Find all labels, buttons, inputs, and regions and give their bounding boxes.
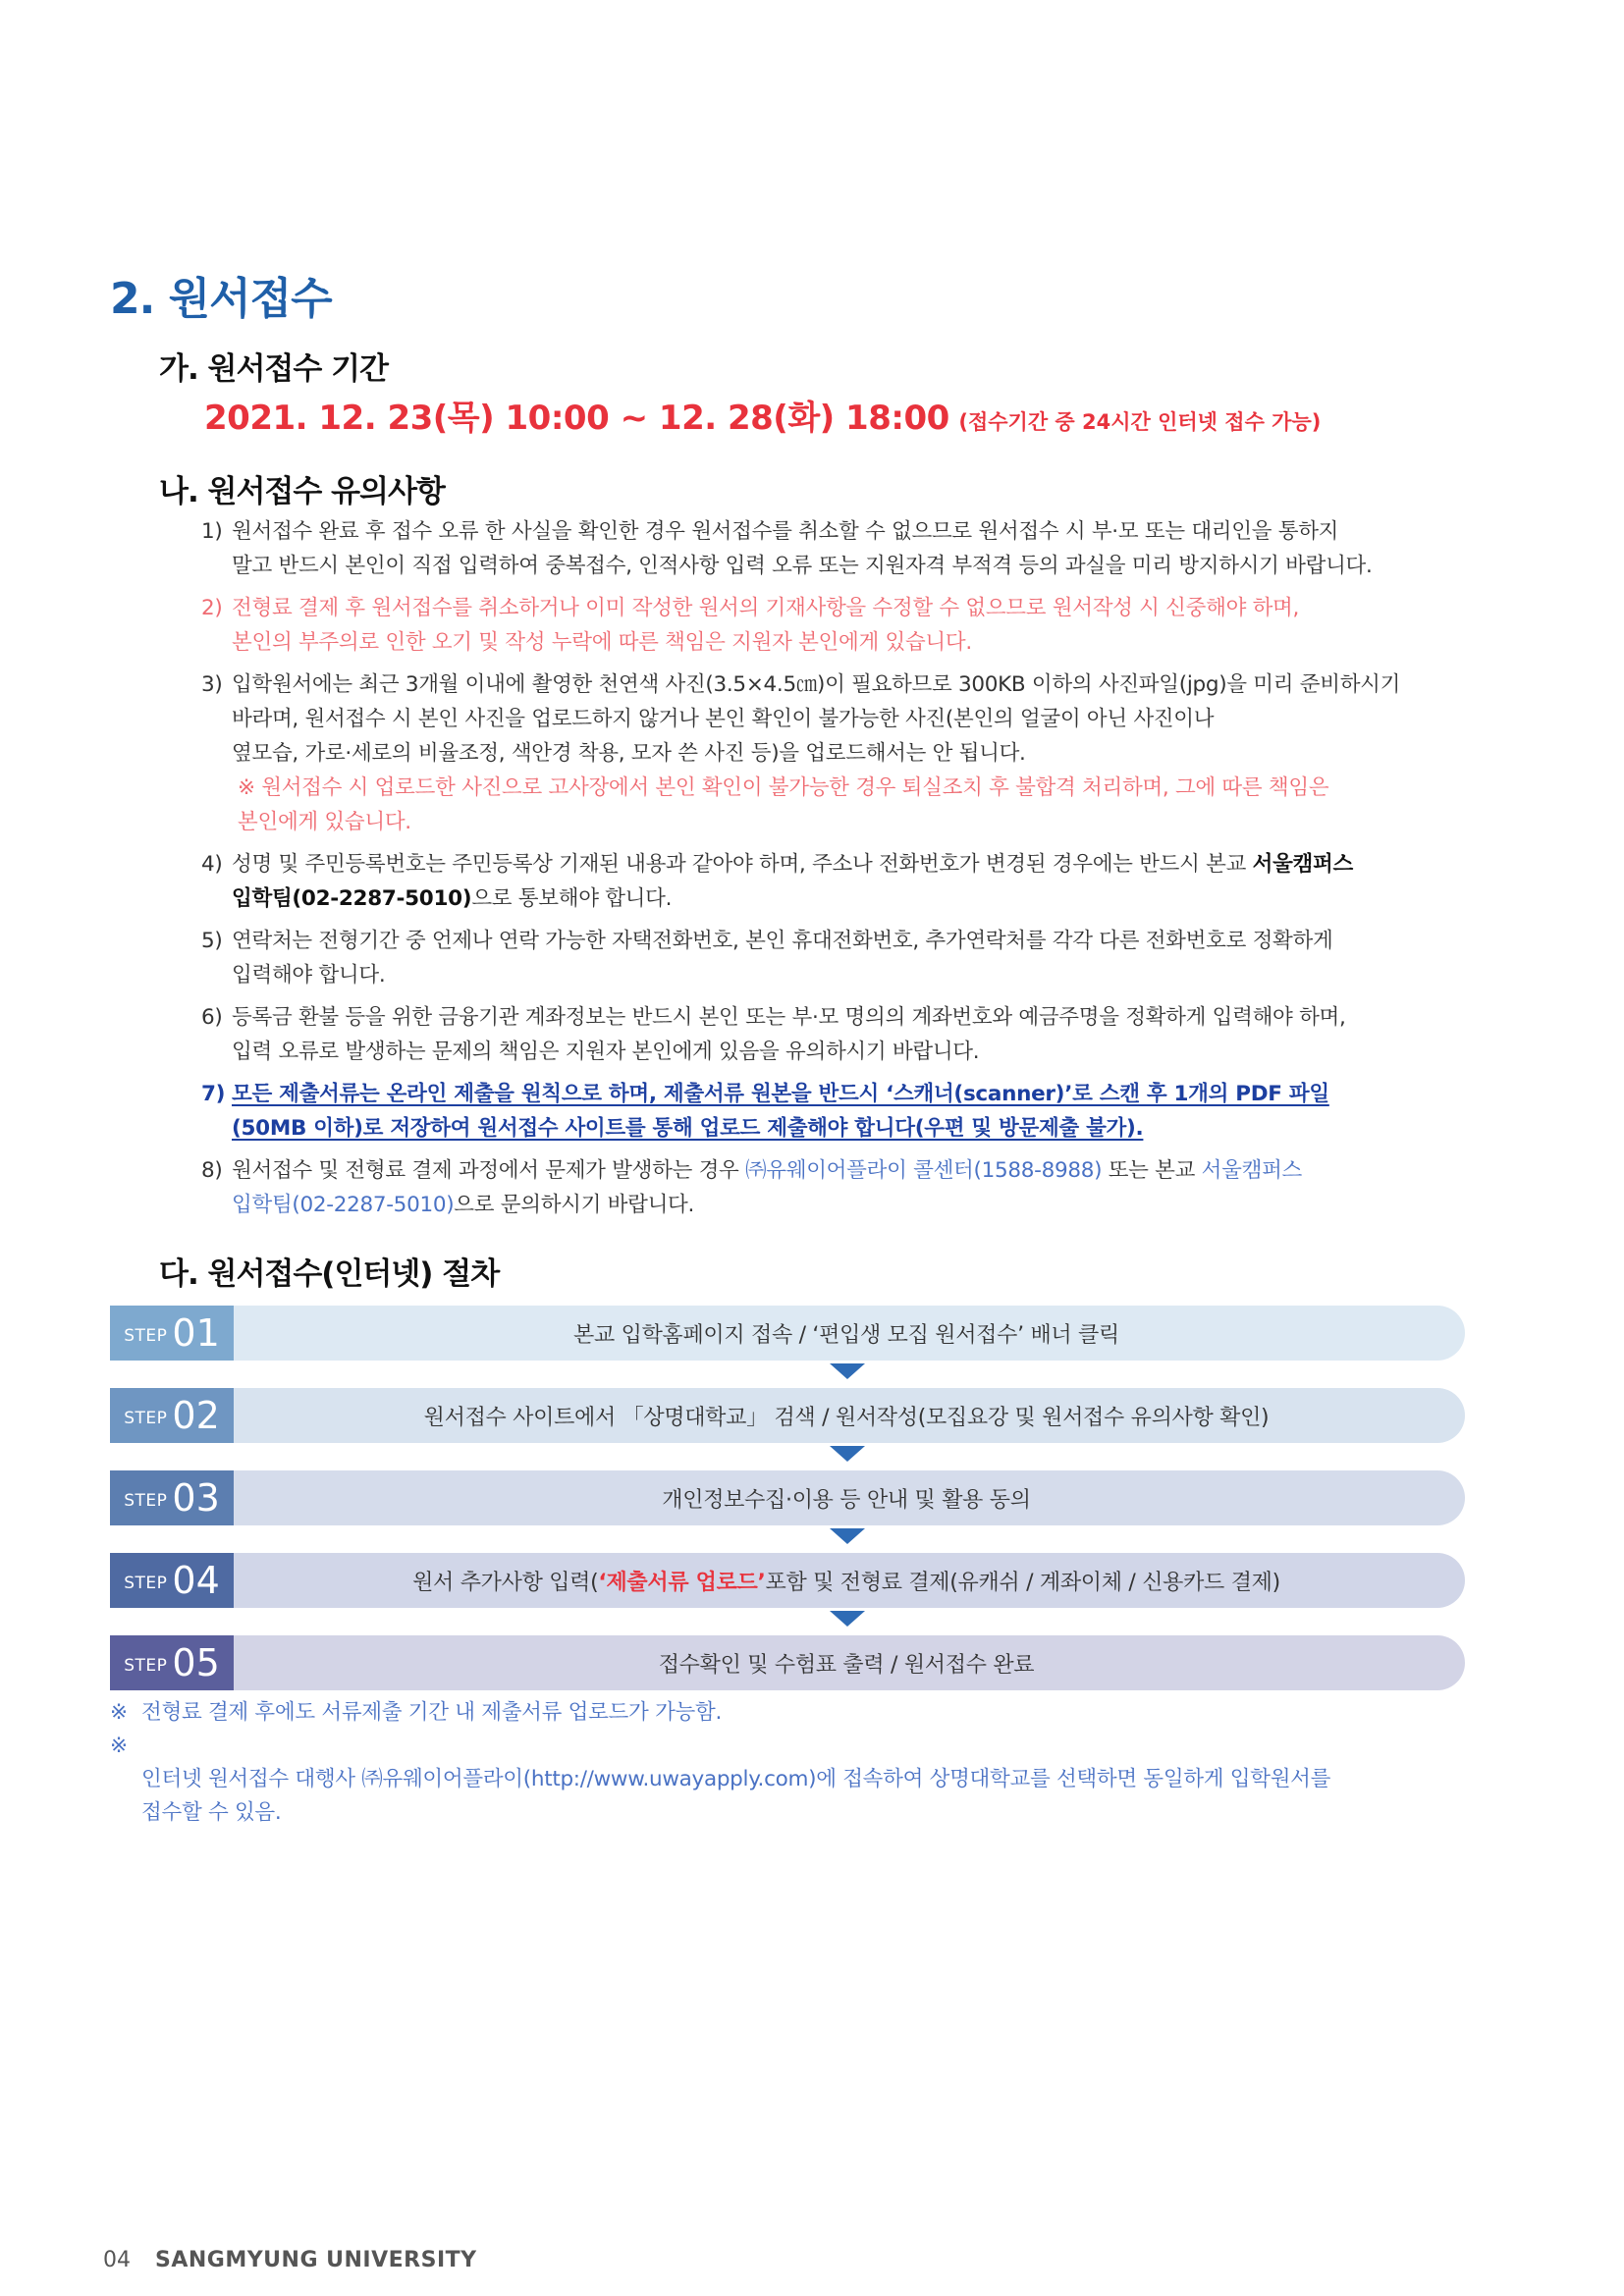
footnote-1: [110, 1696, 1475, 1730]
procedure-heading: 다. 원서접수(인터넷) 절차: [159, 1256, 500, 1292]
notice-item-4: [201, 847, 1478, 916]
period-heading: 가. 원서접수 기간: [159, 351, 388, 387]
upload-emphasis: ‘제출서류 업로드’: [598, 1570, 766, 1595]
notice-number: 1): [201, 519, 223, 544]
call-center-contact: ㈜유웨이어플라이 콜센터(1588-8988): [745, 1158, 1103, 1183]
notice-text-end: 으로 문의하시기 바랍니다.: [454, 1193, 695, 1217]
reference-mark-icon: ※: [110, 1734, 128, 1758]
step-description: 개인정보수집·이용 등 안내 및 활용 동의: [228, 1470, 1465, 1525]
photo-warning: ※ 원서접수 시 업로드한 사진으로 고사장에서 본인 확인이 불가능한 경우 퇴실조치 후 불합격 처리하며, 그에 따른 책임은 본인에게 있습니다.: [238, 775, 1329, 834]
step-number: 04: [172, 1559, 220, 1602]
notice-heading: 나. 원서접수 유의사항: [159, 474, 445, 509]
step-text: 원서 추가사항 입력(: [412, 1570, 599, 1595]
step-description: [228, 1553, 1465, 1608]
footnote-text: 인터넷 원서접수 대행사 ㈜유웨이어플라이(http://www.uwayapply.com)에 접속하여 상명대학교를 선택하면 동일하게 입학원서를 접수할 수 있음.: [141, 1767, 1331, 1825]
down-arrow-icon: [830, 1611, 865, 1627]
step-badge: [110, 1388, 234, 1443]
step-number: 03: [172, 1476, 220, 1520]
notice-item-2: [201, 591, 1478, 660]
university-name: SANGMYUNG UNIVERSITY: [155, 2248, 477, 2272]
footnote-text: 전형료 결제 후에도 서류제출 기간 내 제출서류 업로드가 가능함.: [141, 1700, 723, 1725]
footnote-2: [110, 1730, 1475, 1830]
reference-mark-icon: ※: [110, 1700, 128, 1725]
down-arrow-icon: [830, 1363, 865, 1379]
step-3: [110, 1470, 1465, 1525]
notice-number: 6): [201, 1005, 223, 1030]
notice-number: 8): [201, 1158, 223, 1183]
step-badge: [110, 1306, 234, 1361]
notice-number: 4): [201, 852, 223, 877]
notice-text: 성명 및 주민등록번호는 주민등록상 기재된 내용과 같아야 하며, 주소나 전화번호가 변경된 경우에는 반드시 본교: [232, 852, 1253, 877]
notice-item-1: [201, 514, 1478, 583]
step-word: STEP: [124, 1574, 168, 1593]
page-number: 04: [103, 2248, 131, 2272]
notice-text-end: 으로 통보해야 합니다.: [471, 886, 673, 911]
step-badge: [110, 1635, 234, 1690]
period-dates: 2021. 12. 23(목) 10:00 ~ 12. 28(화) 18:00: [204, 399, 949, 438]
notice-text: 연락처는 전형기간 중 언제나 연락 가능한 자택전화번호, 본인 휴대전화번호, 추가연락처를 각각 다른 전화번호로 정확하게 입력해야 합니다.: [232, 929, 1333, 988]
notice-item-5: [201, 924, 1478, 992]
notice-item-7: [201, 1077, 1478, 1146]
step-number: 01: [172, 1311, 220, 1355]
notice-item-3: [201, 667, 1478, 839]
procedure-steps: [110, 1306, 1465, 1718]
step-description: 접수확인 및 수험표 출력 / 원서접수 완료: [228, 1635, 1465, 1690]
down-arrow-icon: [830, 1528, 865, 1544]
notice-number: 5): [201, 929, 223, 953]
page-footer: [103, 2248, 477, 2272]
step-2: [110, 1388, 1465, 1443]
notice-text: 등록금 환불 등을 위한 금융기관 계좌정보는 반드시 본인 또는 부·모 명의의 계좌번호와 예금주명을 정확하게 입력해야 하며, 입력 오류로 발생하는 문제의 책임은 지원자 본인에게 있음을 유의하시기 바랍니다.: [232, 1005, 1346, 1064]
notice-list: [201, 514, 1478, 1230]
step-4: [110, 1553, 1465, 1608]
notice-item-8: [201, 1153, 1478, 1222]
step-1: [110, 1306, 1465, 1361]
period-note: (접수기간 중 24시간 인터넷 접수 가능): [958, 410, 1322, 434]
step-word: STEP: [124, 1326, 168, 1346]
step-badge: [110, 1553, 234, 1608]
down-arrow-icon: [830, 1446, 865, 1462]
notice-text: 원서접수 및 전형료 결제 과정에서 문제가 발생하는 경우: [232, 1158, 746, 1183]
notice-number: 7): [201, 1082, 226, 1106]
step-word: STEP: [124, 1656, 168, 1676]
step-5: [110, 1635, 1465, 1690]
notice-text: 모든 제출서류는 온라인 제출을 원칙으로 하며, 제출서류 원본을 반드시 ‘스캐너(scanner)’로 스캔 후 1개의 PDF 파일 (50MB 이하)로 저장하여 원서접수 사이트를 통해 업로드 제출해야 합니다(우편 및 방문제출 불가).: [232, 1082, 1329, 1141]
notice-item-6: [201, 1000, 1478, 1069]
admission-office-contact: 서울캠퍼스 입학팀(02-2287-5010): [232, 852, 1353, 911]
step-number: 05: [172, 1641, 220, 1684]
notice-text-mid: 또는 본교: [1102, 1158, 1202, 1183]
step-text-end: 포함 및 전형료 결제(유캐쉬 / 계좌이체 / 신용카드 결제): [765, 1570, 1280, 1595]
notice-number: 3): [201, 672, 223, 697]
section-title: 2. 원서접수: [110, 274, 332, 324]
notice-text: 입학원서에는 최근 3개월 이내에 촬영한 천연색 사진(3.5×4.5㎝)이 필요하므로 300KB 이하의 사진파일(jpg)을 미리 준비하시기 바라며, 원서접수 시 본인 사진을 업로드하지 않거나 본인 확인이 불가능한 사진(본인의 얼굴이 아닌 사진이나 옆모습, 가로·세로의 비율조정, 색안경 착용, 모자 쓴 사진 등)을 업로드해서는 안 됩니다.: [232, 672, 1401, 766]
notice-number: 2): [201, 596, 223, 620]
notice-text: 원서접수 완료 후 접수 오류 한 사실을 확인한 경우 원서접수를 취소할 수 없으므로 원서접수 시 부·모 또는 대리인을 통하지 말고 반드시 본인이 직접 입력하여 중복접수, 인적사항 입력 오류 또는 지원자격 부적격 등의 과실을 미리 방지하시기 바랍니다.: [232, 519, 1373, 578]
step-badge: [110, 1470, 234, 1525]
step-number: 02: [172, 1394, 220, 1437]
step-word: STEP: [124, 1491, 168, 1511]
step-description: 원서접수 사이트에서 「상명대학교」 검색 / 원서작성(모집요강 및 원서접수 유의사항 확인): [228, 1388, 1465, 1443]
step-word: STEP: [124, 1409, 168, 1428]
step-description: 본교 입학홈페이지 접속 / ‘편입생 모집 원서접수’ 배너 클릭: [228, 1306, 1465, 1361]
notice-text: 전형료 결제 후 원서접수를 취소하거나 이미 작성한 원서의 기재사항을 수정할 수 없으므로 원서작성 시 신중해야 하며, 본인의 부주의로 인한 오기 및 작성 누락에 따른 책임은 지원자 본인에게 있습니다.: [232, 596, 1300, 655]
admission-office-contact: 서울캠퍼스 입학팀(02-2287-5010): [232, 1158, 1303, 1217]
footnotes: [110, 1696, 1475, 1830]
application-period: [204, 391, 1321, 439]
